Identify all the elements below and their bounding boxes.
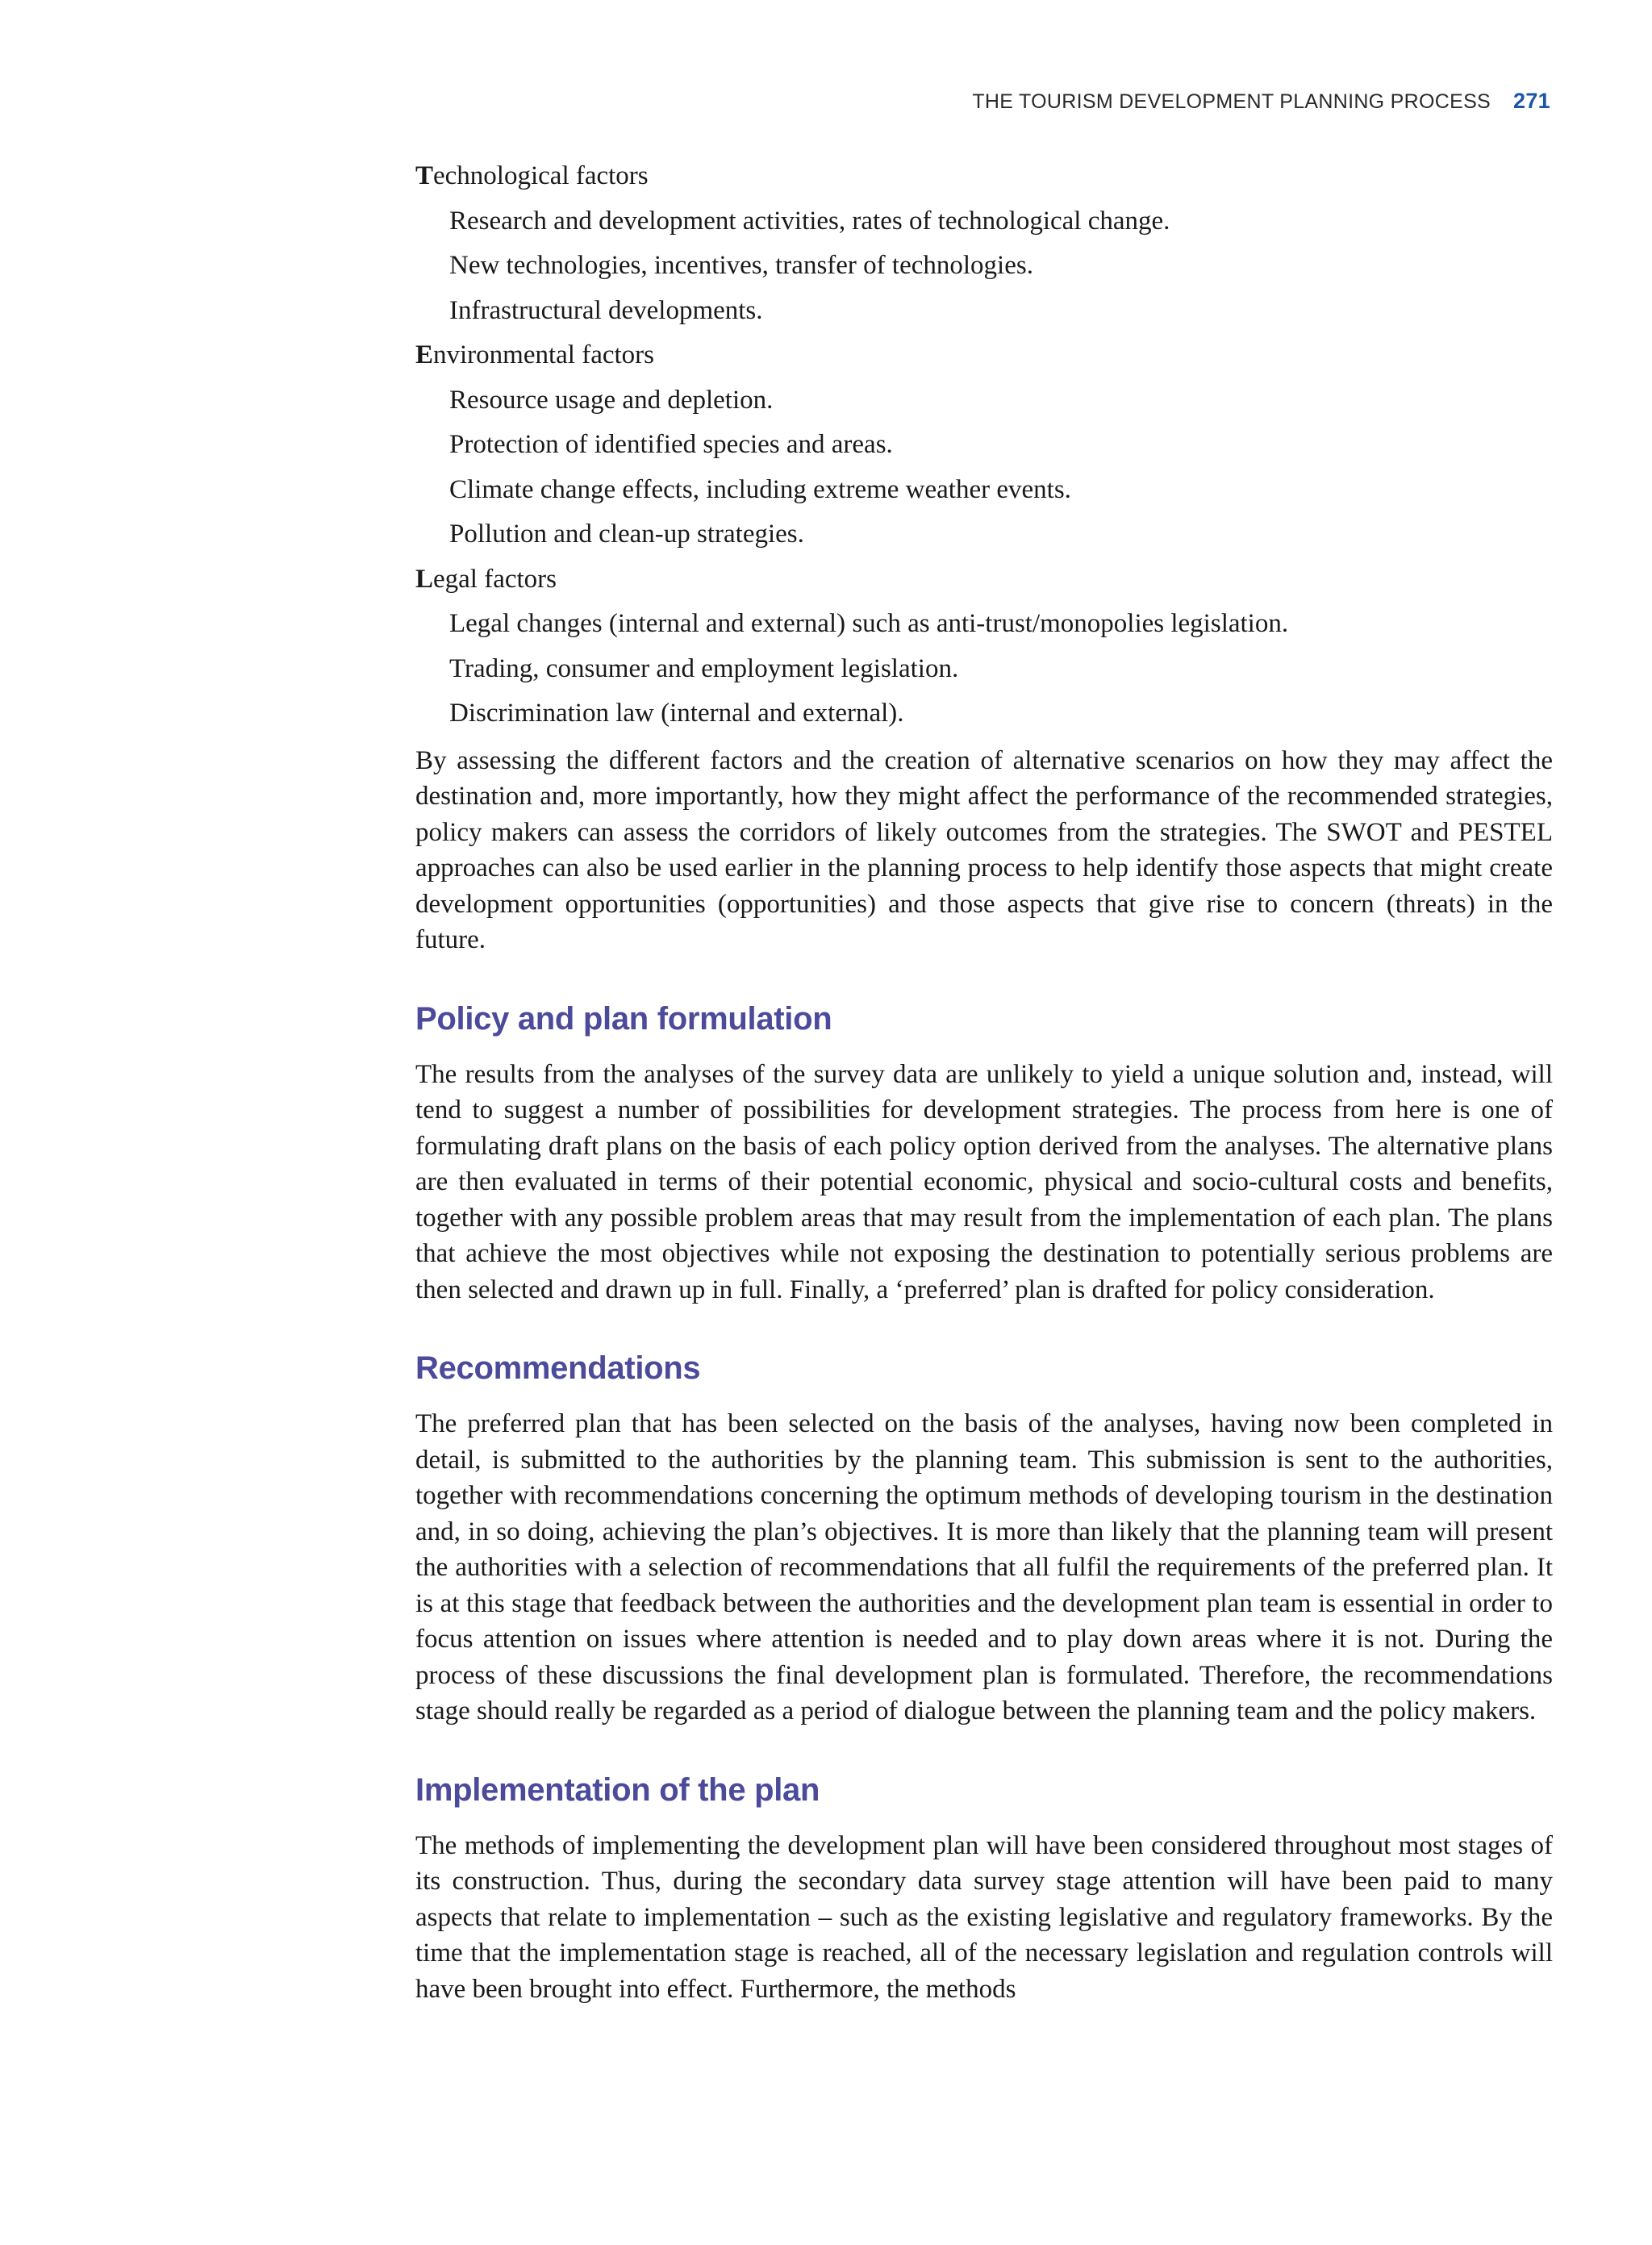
factor-initial: T bbox=[415, 161, 434, 190]
intro-paragraph: By assessing the different factors and the creation of alternative scenarios on how they may affect the destination and, more importantly, how they might affect the performance of the recommended strategies, policy makers can assess the corridors of likely outcomes from the strategies. The SWOT and PESTEL approaches can also be used earlier in the planning process to help identify those aspects that might create development opportunities (opportunities) and those aspects that give rise to concern (threats) in the future. bbox=[415, 745, 1553, 954]
factor-item: Climate change effects, including extreme weather events. bbox=[449, 474, 1071, 504]
page-number: 271 bbox=[1513, 89, 1550, 113]
factor-heading-rest: echnological factors bbox=[433, 161, 649, 190]
section-paragraph-policy: The results from the analyses of the survey data are unlikely to yield a unique solution and, instead, will tend to suggest a number of possibilities for development strategies. The process from here is one of formulating draft plans on the basis of each policy option derived from the analyses. The alternative plans are then evaluated in terms of their potential economic, physical and socio-cultural costs and benefits, together with any possible problem areas that may result from the implementation of each plan. The plans that achieve the most objectives while not exposing the destination to potentially serious problems are then selected and drawn up in full. Finally, a ‘preferred’ plan is drafted for policy consideration. bbox=[415, 1059, 1553, 1304]
factor-group-environmental bbox=[415, 337, 1553, 553]
section-paragraph-implementation: The methods of implementing the development plan will have been considered throughout most stages of its construction. Thus, during the secondary data survey stage attention will have been paid to many aspects that relate to implementation – such as the existing legislative and regulatory frameworks. By the time that the implementation stage is reached, all of the necessary legislation and regulation controls will have been brought into effect. Furthermore, the methods bbox=[415, 1830, 1553, 2004]
factor-group-legal bbox=[415, 561, 1553, 732]
factor-item: New technologies, incentives, transfer of technologies. bbox=[449, 251, 1033, 280]
factor-heading-rest: nvironmental factors bbox=[433, 340, 655, 369]
factor-item: Discrimination law (internal and external). bbox=[449, 699, 904, 728]
section-heading-policy: Policy and plan formulation bbox=[415, 1000, 832, 1037]
factor-heading-rest: egal factors bbox=[433, 564, 557, 594]
factor-item: Protection of identified species and areas. bbox=[449, 430, 893, 459]
factor-initial: L bbox=[415, 564, 434, 594]
factor-heading bbox=[415, 158, 1553, 194]
factor-item: Trading, consumer and employment legislation. bbox=[449, 653, 959, 683]
running-header bbox=[972, 89, 1550, 114]
factor-heading bbox=[415, 561, 1553, 598]
section-heading-implementation: Implementation of the plan bbox=[415, 1771, 820, 1808]
factor-item: Infrastructural developments. bbox=[449, 295, 763, 325]
section-heading-recommendations: Recommendations bbox=[415, 1350, 701, 1386]
factor-item: Legal changes (internal and external) such as anti-trust/monopolies legislation. bbox=[449, 609, 1289, 638]
factor-initial: E bbox=[415, 340, 434, 369]
factor-group-technological bbox=[415, 158, 1553, 328]
running-title: THE TOURISM DEVELOPMENT PLANNING PROCESS bbox=[972, 90, 1491, 113]
factor-item: Resource usage and depletion. bbox=[449, 385, 774, 415]
factor-item: Research and development activities, rates of technological change. bbox=[449, 206, 1170, 236]
factor-item: Pollution and clean-up strategies. bbox=[449, 520, 804, 549]
factor-heading bbox=[415, 337, 1553, 373]
section-paragraph-recommendations: The preferred plan that has been selected on the basis of the analyses, having now been completed in detail, is submitted to the authorities by the planning team. This submission is sent to the authorities, together with recommendations concerning the optimum methods of developing tourism in the destination and, in so doing, achieving the plan’s objectives. It is more than likely that the planning team will present the authorities with a selection of recommendations that all fulfil the requirements of the preferred plan. It is at this stage that feedback between the authorities and the development plan team is essential in order to focus attention on issues where attention is needed and to play down areas where it is not. During the process of these discussions the final development plan is formulated. Therefore, the recommendations stage should really be regarded as a period of dialogue between the planning team and the policy makers. bbox=[415, 1409, 1553, 1725]
page-body bbox=[415, 158, 1553, 2007]
